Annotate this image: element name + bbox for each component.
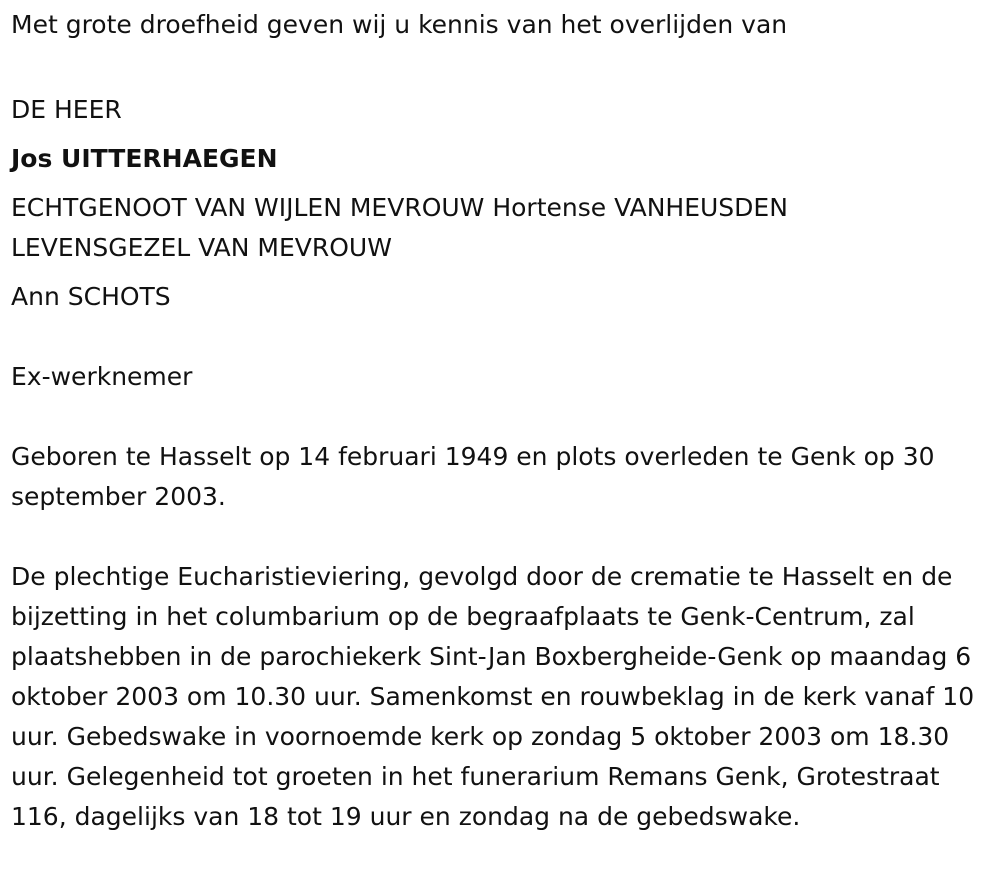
partner-line: LEVENSGEZEL VAN MEVROUW (11, 233, 392, 262)
occupation: Ex-werknemer (11, 362, 193, 391)
ceremony-paragraph: De plechtige Eucharistieviering, gevolgd door de crematie te Hasselt en de bijzetting in het columbarium op de begraafplaats te Genk-Centrum, zal plaatshebben in de parochiekerk Sint-Jan Boxbergheide-Genk op maandag 6 oktober 2003 om 10.30 uur. Samenkomst en rouwbeklag in de kerk vanaf 10 uur. Gebedswake in voornoemde kerk op zondag 5 oktober 2003 om 18.30 uur. Gelegenheid tot groeten in het funerarium Remans Genk, Grotestraat 116, dagelijks van 18 tot 19 uur en zondag na de gebedswake. (11, 562, 975, 831)
partner-name: Ann SCHOTS (11, 282, 171, 311)
intro-text: Met grote droefheid geven wij u kennis van het overlijden van (11, 10, 788, 39)
honorific: DE HEER (11, 95, 122, 124)
birth-death-paragraph: Geboren te Hasselt op 14 februari 1949 en plots overleden te Genk op 30 september 2003. (11, 442, 935, 511)
death-notice (11, 0, 996, 837)
spouse-line: ECHTGENOOT VAN WIJLEN MEVROUW Hortense VANHEUSDEN (11, 193, 788, 222)
deceased-name: Jos UITTERHAEGEN (11, 144, 278, 173)
